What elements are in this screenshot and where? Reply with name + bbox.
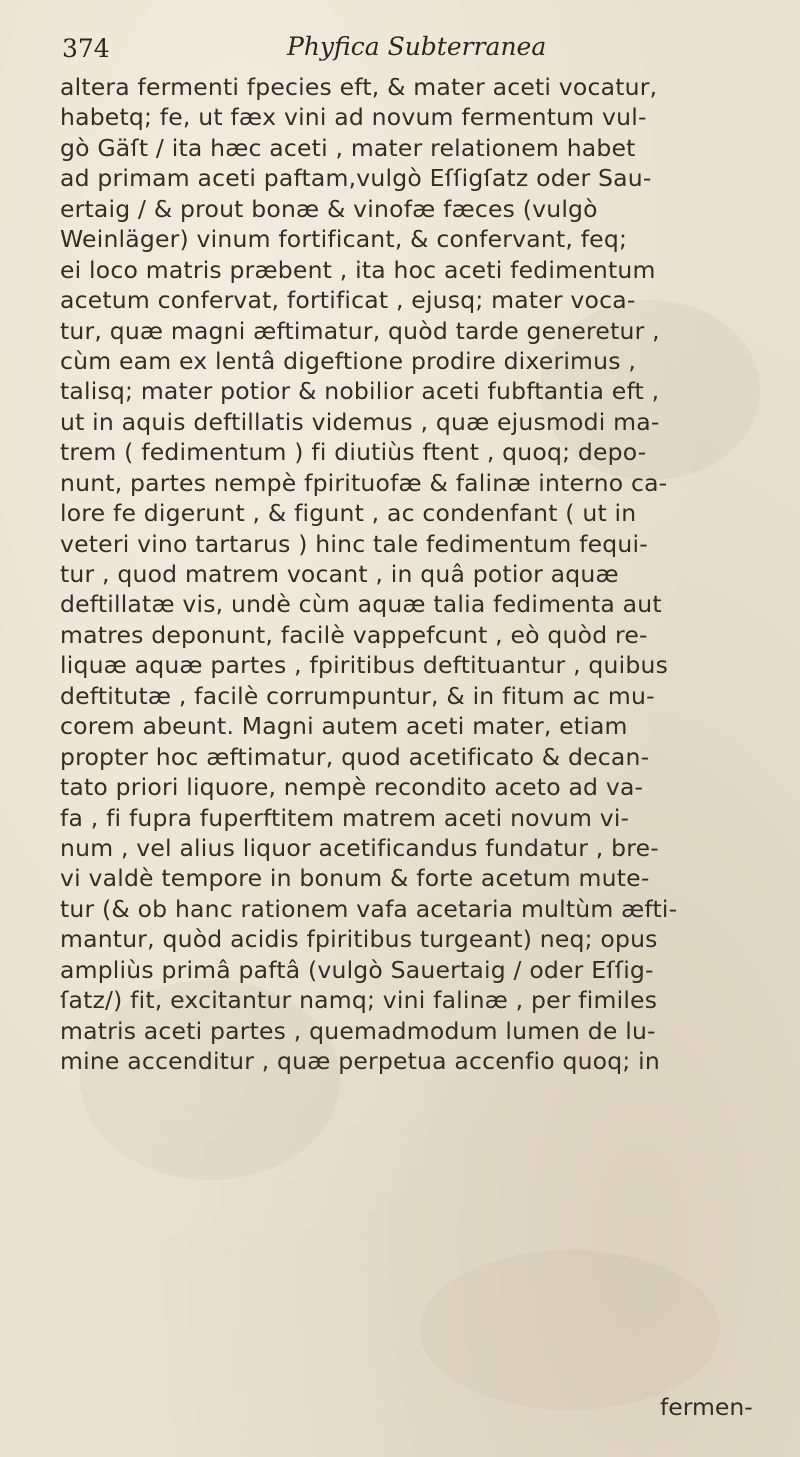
text-line: trem ( fedimentum ) fi diutiùs ftent , quoq; depo-	[60, 438, 647, 467]
paper-stain	[420, 1250, 720, 1410]
text-line: propter hoc æftimatur, quod acetificato & decan-	[60, 742, 650, 771]
text-line: mine accenditur , quæ perpetua accenfio quoq; in	[60, 1047, 660, 1075]
catchword: fermen-	[660, 1393, 753, 1421]
text-line: ad primam aceti paftam,vulgò Eſſigſatz oder Sau-	[60, 164, 652, 193]
text-line: gò Gäſt / ita hæc aceti , mater relationem habet	[60, 133, 636, 162]
text-line: mantur, quòd acidis fpiritibus turgeant) neq; opus	[60, 925, 658, 954]
text-line: altera fermenti fpecies eft, & mater aceti vocatur,	[60, 73, 658, 101]
text-line: corem abeunt. Magni autem aceti mater, etiam	[60, 712, 628, 741]
text-line: habetq; fe, ut fæx vini ad novum fermentum vul-	[60, 103, 647, 132]
text-line: tur (& ob hanc rationem vafa acetaria multùm æfti-	[60, 894, 678, 923]
text-line: ſatz/) fit, excitantur namq; vini falinæ , per fimiles	[60, 986, 658, 1015]
text-line: lore fe digerunt , & figunt , ac condenfant ( ut in	[60, 499, 637, 528]
text-line: num , vel alius liquor acetificandus fundatur , bre-	[60, 833, 659, 862]
text-line: tato priori liquore, nempè recondito aceto ad va-	[60, 773, 644, 802]
page-number: 374	[62, 34, 110, 63]
text-line: deftitutæ , facilè corrumpuntur, & in fitum ac mu-	[60, 681, 655, 710]
text-line: ut in aquis deftillatis videmus , quæ ejusmodi ma-	[60, 407, 660, 436]
text-line: cùm eam ex lentâ digeftione prodire dixerimus ,	[60, 346, 637, 375]
text-line: nunt, partes nempè fpirituofæ & falinæ interno ca-	[60, 468, 668, 497]
text-line: matris aceti partes , quemadmodum lumen de lu-	[60, 1016, 656, 1045]
text-line: deftillatæ vis, undè cùm aquæ talia fedimenta aut	[60, 590, 662, 619]
text-line: matres deponunt, facilè vappefcunt , eò quòd re-	[60, 620, 648, 649]
text-line: ertaig / & prout bonæ & vinofæ fæces (vulgò	[60, 194, 598, 223]
text-line: Weinläger) vinum fortificant, & confervant, feq;	[60, 225, 628, 254]
text-line: tur, quæ magni æftimatur, quòd tarde generetur ,	[60, 316, 660, 345]
text-line: liquæ aquæ partes , fpiritibus deftituantur , quibus	[60, 651, 669, 680]
text-line: veteri vino tartarus ) hinc tale fedimentum fequi-	[60, 529, 648, 558]
running-title: Phyfica Subterranea	[287, 32, 547, 61]
text-line: acetum confervat, fortificat , ejusq; mater voca-	[60, 286, 636, 315]
text-line: ei loco matris præbent , ita hoc aceti fedimentum	[60, 255, 656, 284]
text-line: fa , fi fupra fuperftitem matrem aceti novum vi-	[60, 803, 630, 832]
text-line: ampliùs primâ paftâ (vulgò Sauertaig / oder Eſſig-	[60, 955, 654, 984]
text-line: vi valdè tempore in bonum & forte acetum mute-	[60, 864, 650, 893]
page-header	[62, 28, 762, 68]
text-line: talisq; mater potior & nobilior aceti fubftantia eft ,	[60, 377, 660, 406]
body-text	[60, 72, 795, 1076]
text-line: tur , quod matrem vocant , in quâ potior aquæ	[60, 560, 619, 588]
